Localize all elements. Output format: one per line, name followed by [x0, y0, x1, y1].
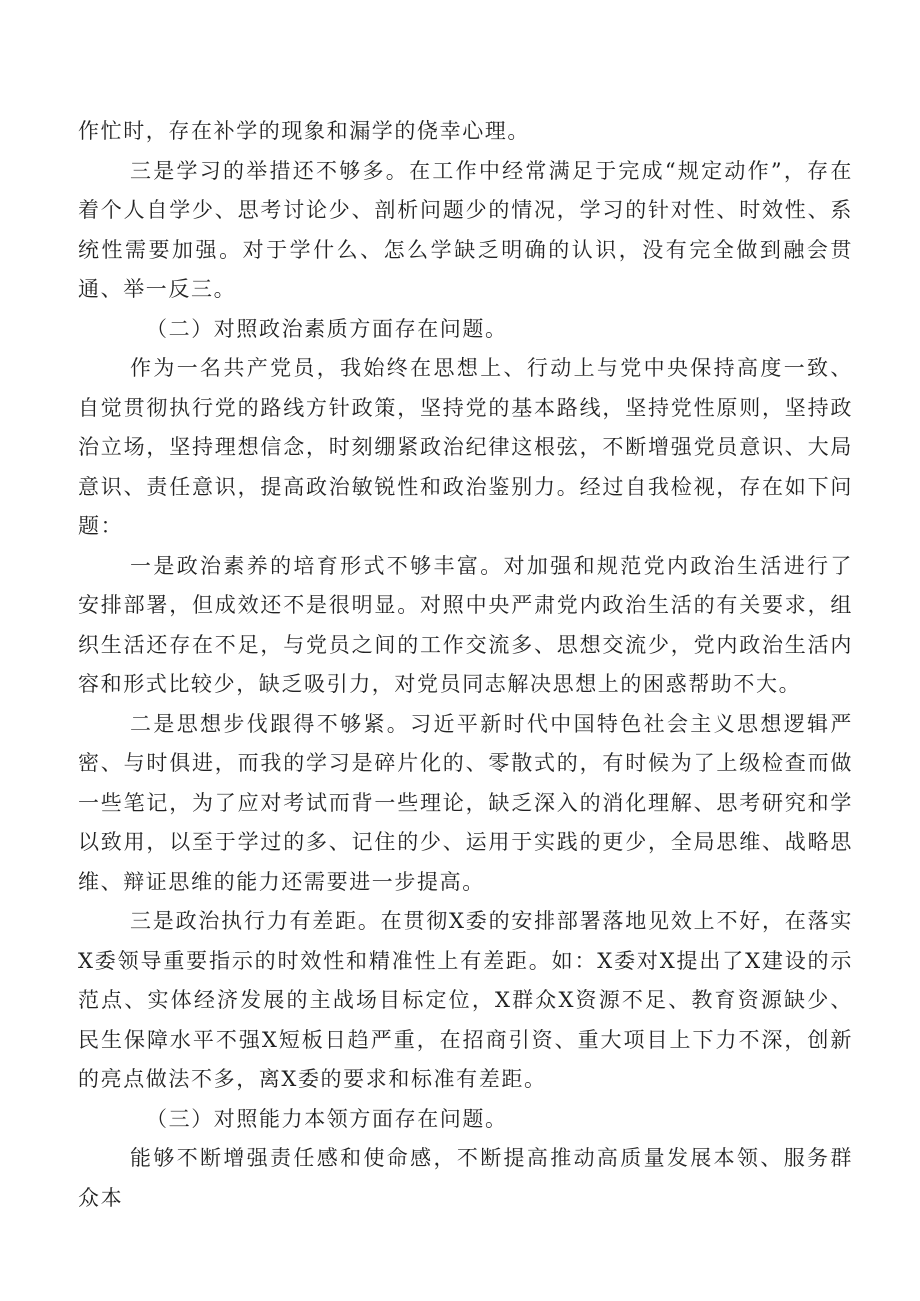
paragraph-political-cultivation: 一是政治素养的培育形式不够丰富。对加强和规范党内政治生活进行了安排部署，但成效还不是很明显。对照中央严肃党内政治生活的有关要求，组织生活还存在不足，与党员之间的工作交流多、思想交流少，党内政治生活内容和形式比较少，缺乏吸引力，对党员同志解决思想上的困惑帮助不大。: [78, 553, 853, 696]
section-heading-ability: （三）对照能力本领方面存在问题。: [146, 1106, 508, 1131]
paragraph-learning-measures: 三是学习的举措还不够多。在工作中经常满足于完成“规定动作”，存在着个人自学少、思考讨论少、剖析问题少的情况，学习的针对性、时效性、系统性需要加强。对于学什么、怎么学缺乏明确的认识，没有完全做到融会贯通、举一反三。: [78, 158, 853, 301]
paragraph-political-execution: 三是政治执行力有差距。在贯彻X委的安排部署落地见效上不好，在落实X委领导重要指示的时效性和精准性上有差距。如：X委对X提出了X建设的示范点、实体经济发展的主战场目标定位，X群众X资源不足、教育资源缺少、民生保障水平不强X短板日趋严重，在招商引资、重大项目上下力不深，创新的亮点做法不多，离X委的要求和标准有差距。: [78, 909, 853, 1091]
paragraph-ability-intro: 能够不断增强责任感和使命感，不断提高推动高质量发展本领、服务群众本: [78, 1146, 853, 1210]
section-heading-political-quality: （二）对照政治素质方面存在问题。: [146, 316, 508, 341]
paragraph-thought-pace: 二是思想步伐跟得不够紧。习近平新时代中国特色社会主义思想逻辑严密、与时俱进，而我的学习是碎片化的、零散式的，有时候为了上级检查而做一些笔记，为了应对考试而背一些理论，缺乏深入的消化理解、思考研究和学以致用，以至于学过的多、记住的少、运用于实践的更少，全局思维、战略思维、辩证思维的能力还需要进一步提高。: [78, 711, 853, 894]
paragraph-party-member-statement: 作为一名共产党员，我始终在思想上、行动上与党中央保持高度一致、自觉贯彻执行党的路线方针政策，坚持党的基本路线，坚持党性原则，坚持政治立场，坚持理想信念，时刻绷紧政治纪律这根弦，不断增强党员意识、大局意识、责任意识，提高政治敏锐性和政治鉴别力。经过自我检视，存在如下问题：: [78, 356, 853, 538]
paragraph-continuation: 作忙时，存在补学的现象和漏学的侥幸心理。: [78, 119, 530, 143]
document-body: [78, 112, 853, 1218]
